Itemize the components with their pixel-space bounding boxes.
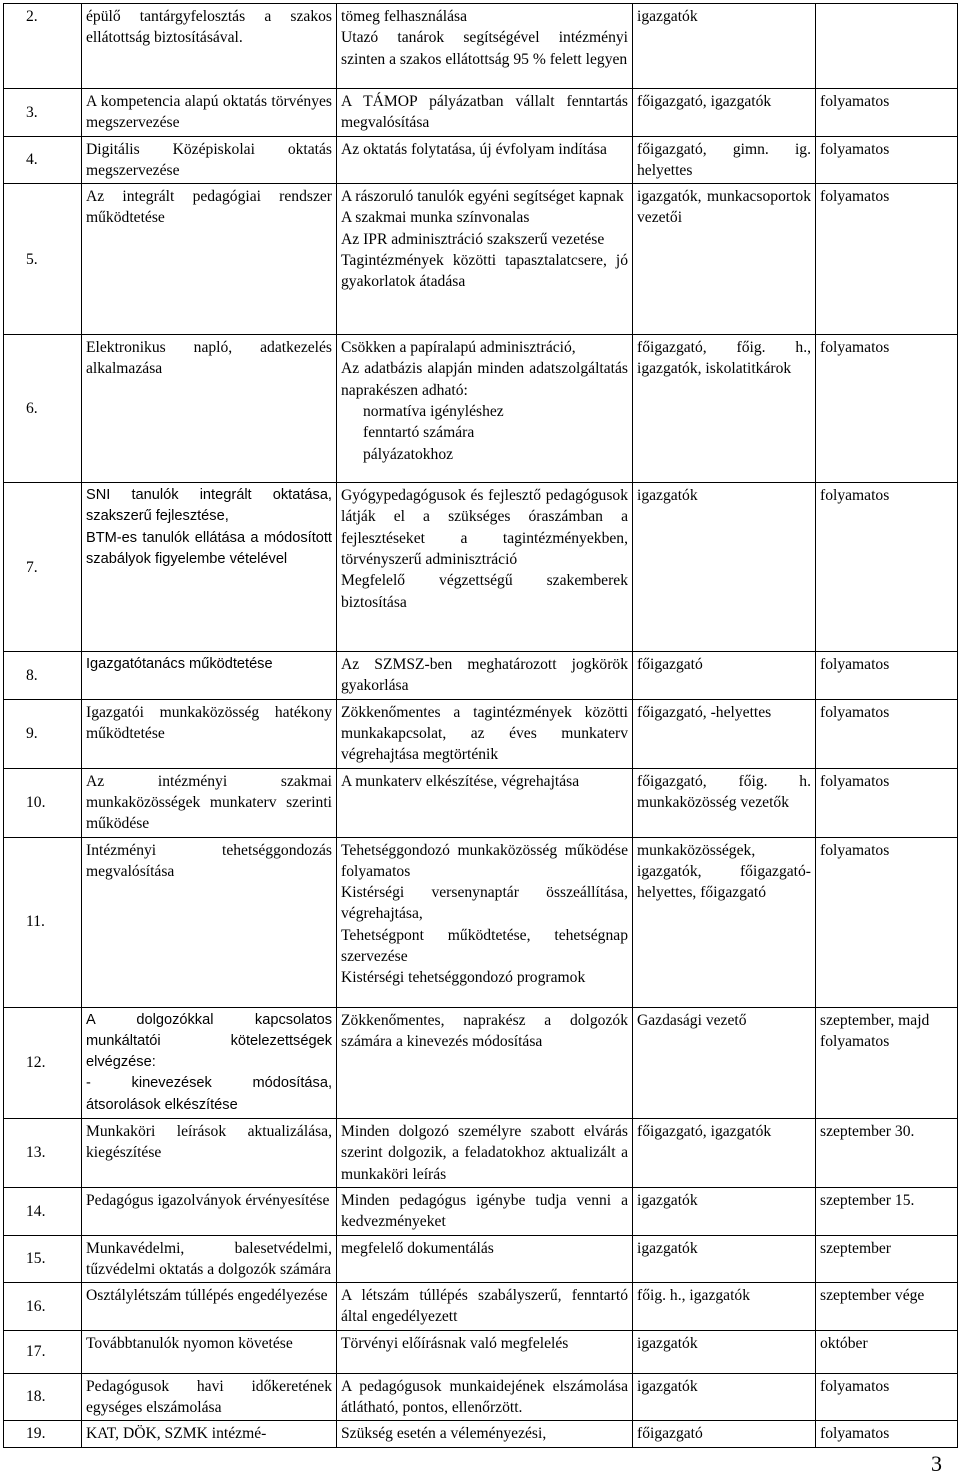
table-row <box>4 89 958 137</box>
result-text: Az IPR adminisztráció szakszerű vezetése <box>341 230 605 248</box>
task-text: épülő tantárgyfelosztás a szakos ellátottság biztosításával. <box>86 8 332 47</box>
row-number: 3. <box>4 89 82 137</box>
task-text: A kompetencia alapú oktatás törvényes megszervezése <box>86 93 332 132</box>
result-text: megfelelő dokumentálás <box>341 1239 494 1257</box>
row-number: 16. <box>4 1283 82 1331</box>
result-text: Minden pedagógus igénybe tudja venni a kedvezményeket <box>341 1191 628 1231</box>
task-cell <box>82 652 337 700</box>
responsible-cell: igazgatók <box>633 1235 816 1283</box>
result-text: A TÁMOP pályázatban vállalt fenntartás megvalósítása <box>341 93 628 132</box>
task-cell <box>82 335 337 483</box>
table-row <box>4 1235 958 1283</box>
row-number: 13. <box>4 1119 82 1188</box>
task-cell <box>82 1373 337 1421</box>
deadline-cell: szeptember vége <box>816 1283 958 1331</box>
responsible-cell: igazgatók <box>633 1373 816 1421</box>
table-row <box>4 4 958 89</box>
task-text: Pedagógusok havi időkeretének egységes elszámolása <box>86 1377 332 1417</box>
result-text: Szükség esetén a véleményezési, <box>341 1425 547 1443</box>
result-text: A munkaterv elkészítése, végrehajtása <box>341 772 580 790</box>
deadline-cell: folyamatos <box>816 483 958 652</box>
deadline-cell: folyamatos <box>816 768 958 837</box>
result-text: Megfelelő végzettségű szakemberek biztosítása <box>341 572 628 611</box>
task-cell <box>82 1007 337 1118</box>
result-text: Utazó tanárok segítségével intézményi szinten a szakos ellátottság 95 % felett legyen <box>341 29 628 68</box>
result-text: Kistérségi versenynaptár összeállítása, végrehajtása, <box>341 884 628 923</box>
row-number: 19. <box>4 1421 82 1447</box>
table-row <box>4 652 958 700</box>
row-number: 2. <box>4 4 82 89</box>
row-number: 15. <box>4 1235 82 1283</box>
row-number: 7. <box>4 483 82 652</box>
table-row <box>4 768 958 837</box>
task-text: Osztálylétszám túllépés engedélyezése <box>86 1287 328 1305</box>
row-number: 17. <box>4 1330 82 1373</box>
task-text: Igazgatói munkaközösség hatékony működtetése <box>86 703 332 743</box>
result-text: A létszám túllépés szabályszerű, fenntartó által engedélyezett <box>341 1287 628 1326</box>
deadline-cell: szeptember 30. <box>816 1119 958 1188</box>
result-cell <box>337 483 633 652</box>
table-row <box>4 1330 958 1373</box>
task-text: Pedagógus igazolványok érvényesítése <box>86 1191 330 1209</box>
responsible-cell: főigazgató, főig. h. munkaközösség vezetők <box>633 768 816 837</box>
result-text: tömeg felhasználása <box>341 8 467 25</box>
task-text: KAT, DÖK, SZMK intézmé- <box>86 1425 267 1443</box>
task-text: - kinevezések módosítása, átsorolások elkészítése <box>86 1075 332 1113</box>
result-text: A pedagógusok munkaidejének elszámolása átlátható, pontos, ellenőrzött. <box>341 1377 628 1417</box>
deadline-cell: folyamatos <box>816 136 958 184</box>
result-text: Tehetséggondozó munkaközösség működése folyamatos <box>341 841 628 880</box>
deadline-cell: folyamatos <box>816 837 958 1007</box>
row-number: 9. <box>4 699 82 768</box>
task-cell <box>82 136 337 184</box>
result-cell <box>337 136 633 184</box>
task-cell <box>82 4 337 89</box>
result-text: Az adatbázis alapján minden adatszolgáltatás naprakészen adható: <box>341 360 628 399</box>
result-text: A rászoruló tanulók egyéni segítséget kapnak <box>341 188 624 206</box>
deadline-cell: folyamatos <box>816 699 958 768</box>
row-number: 14. <box>4 1187 82 1235</box>
responsible-cell: igazgatók <box>633 1187 816 1235</box>
result-cell <box>337 1007 633 1118</box>
task-cell <box>82 1283 337 1331</box>
task-text: Az intézményi szakmai munkaközösségek munkaterv szerinti működése <box>86 772 332 833</box>
task-table <box>3 3 958 1448</box>
row-number: 12. <box>4 1007 82 1118</box>
result-cell <box>337 1373 633 1421</box>
result-cell <box>337 652 633 700</box>
deadline-cell: szeptember <box>816 1235 958 1283</box>
task-cell <box>82 1119 337 1188</box>
row-number: 4. <box>4 136 82 184</box>
task-text: Munkaköri leírások aktualizálása, kiegészítése <box>86 1123 332 1162</box>
result-text: Minden dolgozó személyre szabott elvárás szerint dolgozik, a feladatokhoz aktualizált a munkaköri leírás <box>341 1123 628 1183</box>
table-row <box>4 184 958 335</box>
result-cell <box>337 699 633 768</box>
row-number: 11. <box>4 837 82 1007</box>
task-cell <box>82 1330 337 1373</box>
responsible-cell: főigazgató, főig. h., igazgatók, iskolatitkárok <box>633 335 816 483</box>
task-text: Intézményi tehetséggondozás megvalósítása <box>86 841 332 880</box>
responsible-cell: főig. h., igazgatók <box>633 1283 816 1331</box>
row-number: 8. <box>4 652 82 700</box>
task-text: Az integrált pedagógiai rendszer működtetése <box>86 188 332 227</box>
responsible-cell: főigazgató, gimn. ig. helyettes <box>633 136 816 184</box>
result-cell <box>337 89 633 137</box>
row-number: 18. <box>4 1373 82 1421</box>
deadline-cell: szeptember, majd folyamatos <box>816 1007 958 1118</box>
deadline-cell: folyamatos <box>816 1421 958 1447</box>
table-row <box>4 1007 958 1118</box>
deadline-cell: szeptember 15. <box>816 1187 958 1235</box>
table-row <box>4 1373 958 1421</box>
table-row <box>4 1283 958 1331</box>
task-cell <box>82 89 337 137</box>
deadline-cell <box>816 4 958 89</box>
responsible-cell: főigazgató, igazgatók <box>633 89 816 137</box>
result-text: Tagintézmények közötti tapasztalatcsere, jó gyakorlatok átadása <box>341 252 628 291</box>
task-cell <box>82 1187 337 1235</box>
deadline-cell: folyamatos <box>816 89 958 137</box>
table-row <box>4 837 958 1007</box>
task-cell <box>82 768 337 837</box>
row-number: 5. <box>4 184 82 335</box>
result-cell <box>337 1235 633 1283</box>
responsible-cell: igazgatók, munkacsoportok vezetői <box>633 184 816 335</box>
responsible-cell: főigazgató <box>633 652 816 700</box>
result-text: Zökkenőmentes, naprakész a dolgozók számára a kinevezés módosítása <box>341 1011 628 1050</box>
result-cell <box>337 768 633 837</box>
task-cell <box>82 837 337 1007</box>
result-subitem: fenntartó számára <box>363 424 475 442</box>
task-text: Munkavédelmi, balesetvédelmi, tűzvédelmi oktatás a dolgozók számára <box>86 1239 332 1278</box>
result-subitem: pályázatokhoz <box>363 445 454 463</box>
task-text: Digitális Középiskolai oktatás megszervezése <box>86 140 332 179</box>
responsible-cell: munkaközösségek, igazgatók, főigazgató-helyettes, főigazgató <box>633 837 816 1007</box>
task-text: Továbbtanulók nyomon követése <box>86 1334 293 1352</box>
task-text: BTM-es tanulók ellátása a módosított szabályok figyelembe vételével <box>86 529 332 568</box>
result-cell <box>337 335 633 483</box>
table-row <box>4 1421 958 1447</box>
row-number: 10. <box>4 768 82 837</box>
result-text: A szakmai munka színvonalas <box>341 209 530 227</box>
responsible-cell: főigazgató <box>633 1421 816 1447</box>
result-text: Tehetségpont működtetése, tehetségnap szervezése <box>341 926 628 966</box>
result-text: Törvényi előírásnak való megfelelés <box>341 1334 569 1352</box>
result-cell <box>337 837 633 1007</box>
result-subitem: normatíva igényléshez <box>363 403 504 421</box>
result-cell <box>337 1119 633 1188</box>
result-text: Gyógypedagógusok és fejlesztő pedagógusok látják el a szükséges óraszámban a fejlesztéseket a tagintézményekben, törvényszerű adminisztráció <box>341 487 628 569</box>
table-row <box>4 699 958 768</box>
task-text: A dolgozókkal kapcsolatos munkáltatói kötelezettségek elvégzése: <box>86 1011 332 1071</box>
table-row <box>4 1119 958 1188</box>
result-cell <box>337 4 633 89</box>
task-cell <box>82 1235 337 1283</box>
task-text: Elektronikus napló, adatkezelés alkalmazása <box>86 339 332 378</box>
page-number: 3 <box>931 1451 942 1476</box>
responsible-cell: Gazdasági vezető <box>633 1007 816 1118</box>
result-cell <box>337 1330 633 1373</box>
result-cell <box>337 1283 633 1331</box>
result-text: Az SZMSZ-ben meghatározott jogkörök gyakorlása <box>341 656 628 695</box>
responsible-cell: igazgatók <box>633 4 816 89</box>
responsible-cell: főigazgató, igazgatók <box>633 1119 816 1188</box>
task-table-body <box>4 4 958 1448</box>
deadline-cell: október <box>816 1330 958 1373</box>
result-cell <box>337 1187 633 1235</box>
deadline-cell: folyamatos <box>816 335 958 483</box>
task-text: SNI tanulók integrált oktatása, szakszerű fejlesztése, <box>86 487 332 525</box>
result-cell <box>337 1421 633 1447</box>
result-text: Az oktatás folytatása, új évfolyam indítása <box>341 140 607 158</box>
table-row <box>4 483 958 652</box>
table-row <box>4 136 958 184</box>
deadline-cell: folyamatos <box>816 184 958 335</box>
result-text: Zökkenőmentes a tagintézmények közötti munkakapcsolat, az éves munkaterv végrehajtása megtörténik <box>341 703 628 764</box>
result-text: Csökken a papíralapú adminisztráció, <box>341 339 576 357</box>
task-cell <box>82 1421 337 1447</box>
deadline-cell: folyamatos <box>816 1373 958 1421</box>
row-number: 6. <box>4 335 82 483</box>
responsible-cell: főigazgató, -helyettes <box>633 699 816 768</box>
deadline-cell: folyamatos <box>816 652 958 700</box>
responsible-cell: igazgatók <box>633 483 816 652</box>
result-text: Kistérségi tehetséggondozó programok <box>341 969 586 987</box>
table-row <box>4 335 958 483</box>
table-row <box>4 1187 958 1235</box>
task-cell <box>82 483 337 652</box>
result-cell <box>337 184 633 335</box>
task-cell <box>82 699 337 768</box>
task-text: Igazgatótanács működtetése <box>86 656 273 673</box>
task-cell <box>82 184 337 335</box>
responsible-cell: igazgatók <box>633 1330 816 1373</box>
